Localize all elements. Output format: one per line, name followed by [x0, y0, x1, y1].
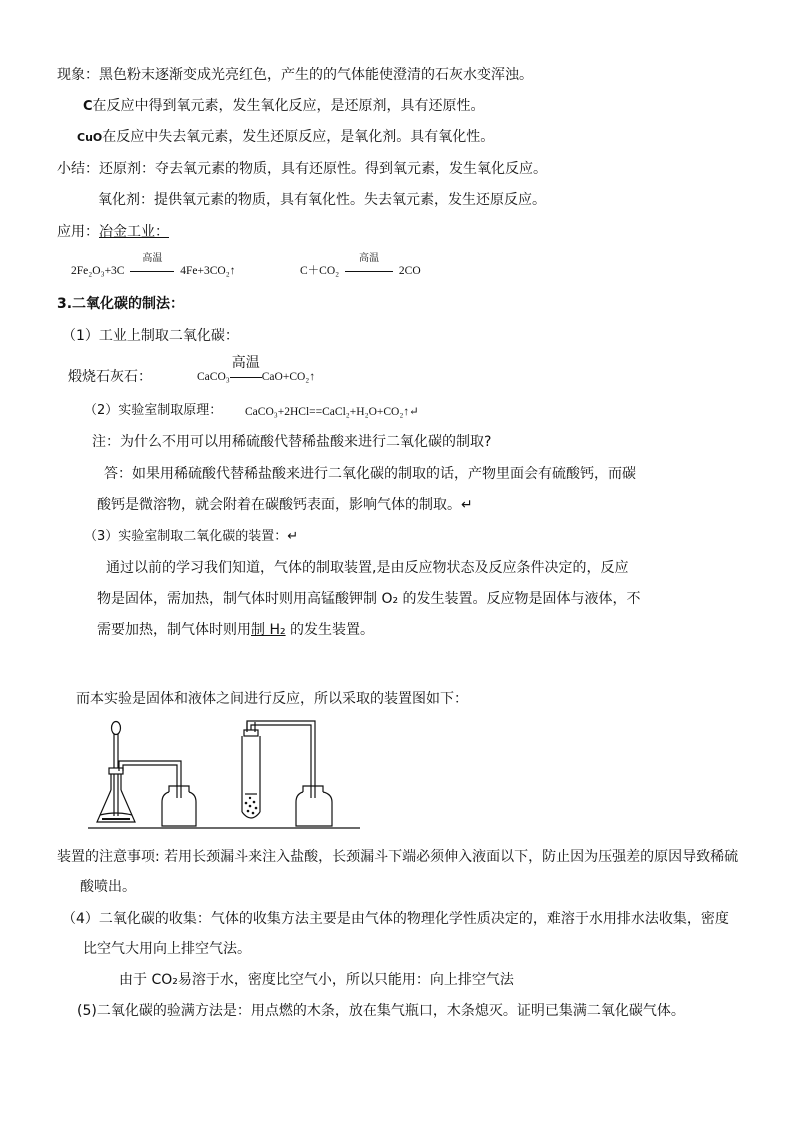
subsection-2-label: （2）实验室制取原理：: [84, 403, 223, 418]
equation-carbon-dioxide: [300, 253, 421, 280]
carbon-symbol: C: [83, 99, 93, 114]
eq3-condition-text: 高温: [231, 356, 260, 371]
cuo-role-text: 在反应中失去氧元素，发生还原反应，是氧化剂。具有氧化性。: [102, 129, 495, 145]
equation-lab: CaCO₃+2HCl==CaCl₂+H₂O+CO₂↑↵: [245, 406, 419, 418]
subsection-3: （3）实验室制取二氧化碳的装置：↵: [84, 529, 299, 544]
note-question: 注：为什么不用可以用稀硫酸代替稀盐酸来进行二氧化碳的制取?: [92, 434, 492, 450]
equation-iron-oxide: [71, 253, 236, 280]
eq1-right: 4Fe+3CO₂↑: [180, 265, 236, 277]
answer-line-2: 酸钙是微溶物，就会附着在碳酸钙表面，影响气体的制取。↵: [97, 497, 473, 513]
paragraph-line-3: [97, 621, 374, 639]
eq3-right: CaO+CO₂↑: [261, 371, 316, 383]
eq3-condition: [230, 356, 262, 386]
eq2-condition: [345, 253, 393, 280]
paragraph-line-3-a: 需要加热，制气体时则用: [97, 622, 251, 638]
cuo-symbol: CuO: [77, 131, 103, 144]
summary-oxidizer-line: 氧化剂：提供氧元素的物质，具有氧化性。失去氧元素，发生还原反应。: [98, 192, 546, 208]
eq1-left: 2Fe₂O₃+3C: [71, 265, 125, 277]
subsection-1: （1）工业上制取二氧化碳：: [62, 328, 239, 344]
eq1-condition-text: 高温: [142, 253, 163, 264]
summary-reducer-line: 小结：还原剂：夺去氧元素的物质，具有还原性。得到氧元素，发生氧化反应。: [57, 161, 547, 177]
equation-calcination: [197, 356, 316, 386]
cuo-role-line: [77, 128, 494, 147]
application-line: [57, 223, 169, 241]
h2-reference: 制 H₂: [251, 622, 286, 638]
collection-line-3: 由于 CO₂易溶于水，密度比空气小，所以只能用：向上排空气法: [119, 972, 514, 988]
attention-line-1: 装置的注意事项: 若用长颈漏斗来注入盐酸，长颈漏斗下端必须伸入液面以下，防止因为压强差的原因导致稀硫: [57, 849, 739, 865]
carbon-role-line: [83, 97, 485, 116]
attention-line-2: 酸喷出。: [80, 879, 136, 895]
metallurgy-label: 冶金工业：: [99, 224, 169, 240]
phenomenon-line: 现象：黑色粉末逐渐变成光亮红色，产生的的气体能使澄清的石灰水变浑浊。: [57, 67, 533, 83]
paragraph-line-2: 物是固体，需加热，制气体时则用高锰酸钾制 O₂ 的发生装置。反应物是固体与液体，不: [97, 591, 641, 607]
eq2-left: C＋CO₂: [300, 265, 340, 277]
eq2-condition-text: 高温: [359, 253, 380, 264]
delivery-tube-left: [119, 761, 181, 798]
verification-line: (5)二氧化碳的验满方法是：用点燃的木条，放在集气瓶口，木条熄灭。证明已集满二氧化碳气体。: [77, 1003, 685, 1019]
eq3-left: CaCO₃: [197, 371, 230, 383]
test-tube: [242, 722, 260, 818]
eq2-right: 2CO: [398, 265, 421, 277]
paragraph-line-3-c: 的发生装置。: [285, 622, 375, 638]
collection-line-2: 比空气大用向上排空气法。: [83, 941, 251, 957]
application-label: 应用：: [57, 224, 99, 240]
eq1-condition: [130, 253, 174, 280]
calcine-label: 煅烧石灰石：: [68, 369, 152, 385]
carbon-role-text: 在反应中得到氧元素，发生氧化反应，是还原剂，具有还原性。: [92, 98, 485, 114]
apparatus-intro: 而本实验是固体和液体之间进行反应，所以采取的装置图如下：: [76, 691, 468, 707]
conical-flask: [97, 768, 135, 822]
gas-jar-right: [296, 786, 332, 826]
answer-line-1: 答：如果用稀硫酸代替稀盐酸来进行二氧化碳的制取的话，产物里面会有硫酸钙，而碳: [104, 466, 636, 482]
calcine-line: [68, 368, 152, 386]
apparatus-diagram: [88, 718, 363, 830]
gas-jar-left: [162, 786, 196, 826]
paragraph-line-1: 通过以前的学习我们知道，气体的制取装置,是由反应物状态及反应条件决定的，反应: [106, 560, 629, 576]
section-3-heading: 3.二氧化碳的制法：: [57, 296, 185, 312]
collection-line-1: （4）二氧化碳的收集：气体的收集方法主要是由气体的物理化学性质决定的，难溶于水用排水法收集，密度: [62, 911, 729, 927]
